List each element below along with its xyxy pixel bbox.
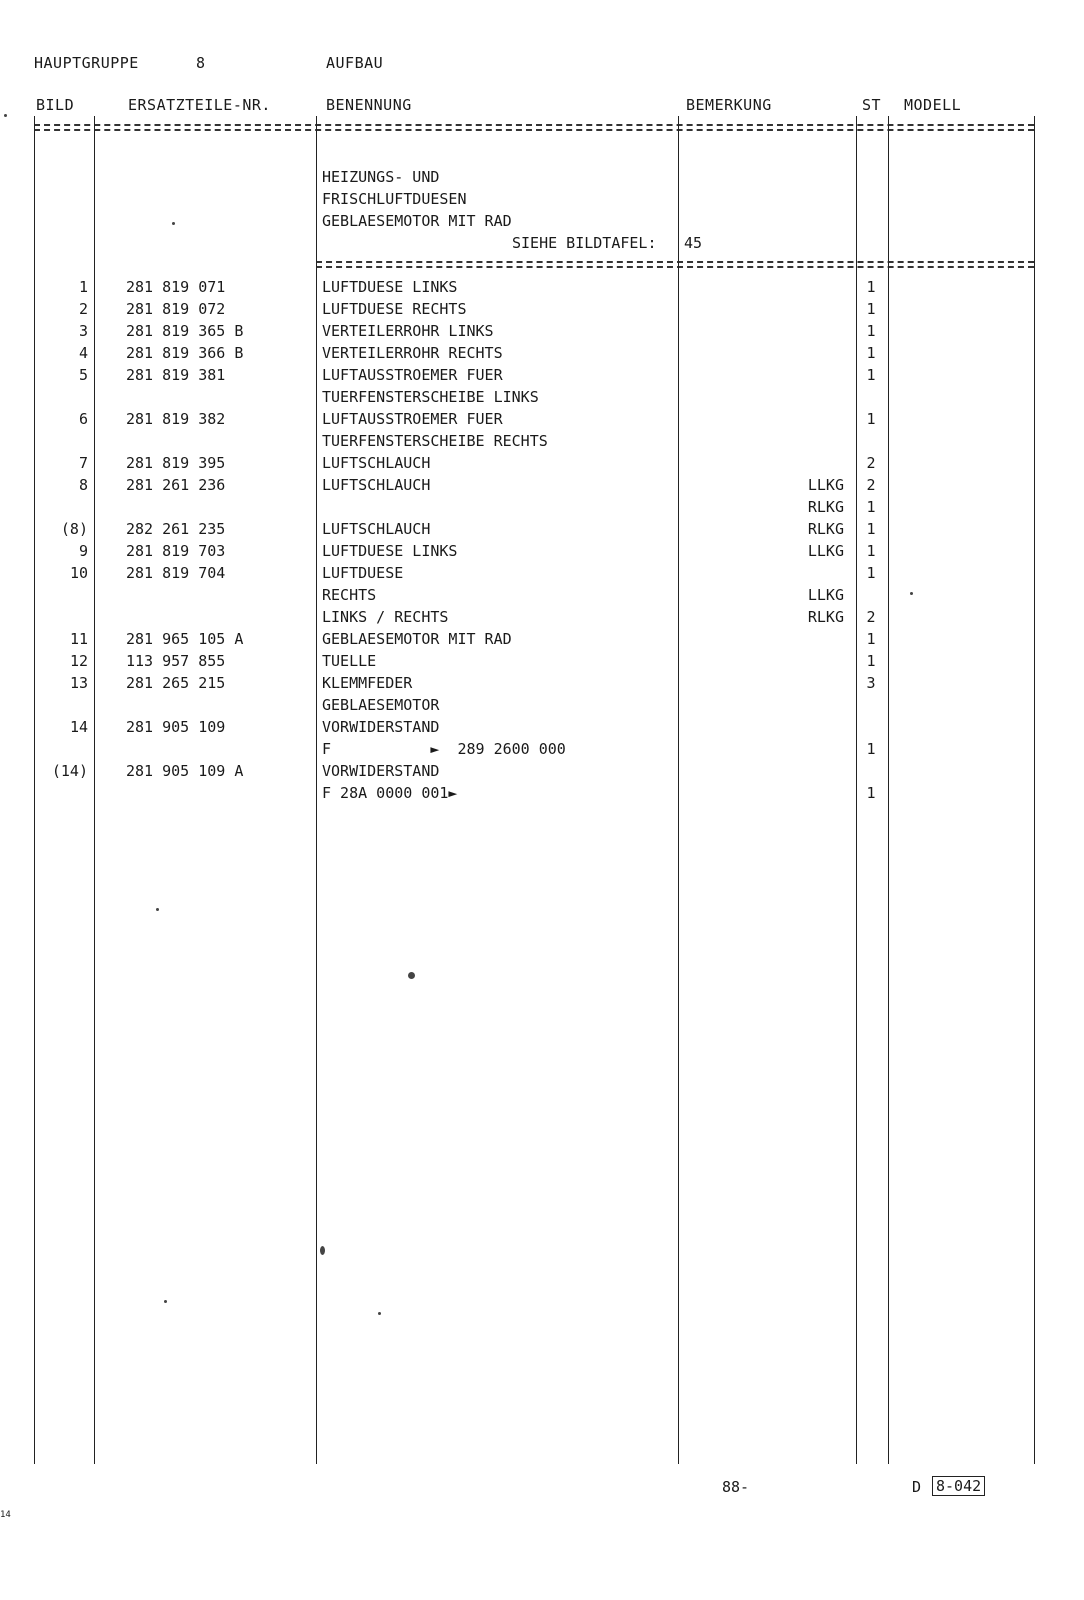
cell-name: LUFTSCHLAUCH	[322, 476, 431, 494]
col-header-model: MODELL	[904, 96, 962, 114]
section-title: AUFBAU	[326, 54, 384, 72]
intro-separator-2	[316, 266, 1034, 268]
cell-name: LUFTDUESE LINKS	[322, 542, 458, 560]
col-header-qty: ST	[862, 96, 882, 114]
cell-bild: 2	[78, 300, 88, 318]
cell-part-no: 282 261 235	[126, 520, 226, 538]
cell-qty: 1	[866, 564, 876, 582]
cell-part-no: 281 905 109	[126, 718, 226, 736]
cell-remark: RLKG	[807, 520, 844, 538]
cell-part-no: 281 819 071	[126, 278, 226, 296]
cell-part-no: 281 905 109 A	[126, 762, 244, 780]
group-number: 8	[196, 54, 206, 72]
footer-lang: D	[912, 1478, 922, 1496]
cell-name: VERTEILERROHR LINKS	[322, 322, 494, 340]
cell-qty: 1	[866, 322, 876, 340]
cell-part-no: 281 261 236	[126, 476, 226, 494]
cell-bild: 12	[69, 652, 88, 670]
footer-code: 88-	[722, 1478, 750, 1496]
cell-qty: 1	[866, 366, 876, 384]
cell-part-no: 113 957 855	[126, 652, 226, 670]
cell-name: LUFTDUESE	[322, 564, 404, 582]
intro-line-2: FRISCHLUFTDUESEN	[322, 190, 467, 208]
rule-left	[34, 116, 35, 1464]
header-separator-2	[34, 129, 1034, 131]
cell-part-no: 281 819 072	[126, 300, 226, 318]
rule-right	[1034, 116, 1035, 1464]
cell-qty: 1	[866, 410, 876, 428]
cell-part-no: 281 819 382	[126, 410, 226, 428]
see-plate-value: 45	[684, 234, 703, 252]
cell-remark: RLKG	[807, 498, 844, 516]
group-label: HAUPTGRUPPE	[34, 54, 139, 72]
rule-bild	[94, 116, 95, 1464]
cell-part-no: 281 265 215	[126, 674, 226, 692]
rule-part	[316, 116, 317, 1464]
col-header-bild: BILD	[36, 96, 75, 114]
scan-speck	[164, 1300, 167, 1303]
cell-name: LUFTDUESE RECHTS	[322, 300, 467, 318]
cell-remark: RLKG	[807, 608, 844, 626]
cell-qty: 2	[866, 608, 876, 626]
cell-bild: 8	[78, 476, 88, 494]
cell-qty: 2	[866, 454, 876, 472]
cell-qty: 1	[866, 300, 876, 318]
scan-speck	[156, 908, 159, 911]
rule-qty	[888, 116, 889, 1464]
cell-bild: 3	[78, 322, 88, 340]
col-header-name: BENENNUNG	[326, 96, 412, 114]
header-separator	[34, 124, 1034, 126]
cell-qty: 1	[866, 740, 876, 758]
cell-name: LUFTAUSSTROEMER FUER	[322, 410, 503, 428]
cell-qty: 1	[866, 652, 876, 670]
cell-remark: LLKG	[807, 586, 844, 604]
cell-bild: 9	[78, 542, 88, 560]
cell-name: KLEMMFEDER	[322, 674, 413, 692]
cell-qty: 1	[866, 520, 876, 538]
page-number: 8-042	[932, 1476, 985, 1496]
scan-speck	[910, 592, 913, 595]
rule-remark	[856, 116, 857, 1464]
cell-bild: (8)	[60, 520, 88, 538]
cell-name: RECHTS	[322, 586, 377, 604]
cell-bild: 14	[69, 718, 88, 736]
col-header-remark: BEMERKUNG	[686, 96, 772, 114]
see-plate-label: SIEHE BILDTAFEL:	[512, 234, 657, 252]
cell-part-no: 281 819 381	[126, 366, 226, 384]
cell-qty: 1	[866, 784, 876, 802]
cell-remark: LLKG	[807, 476, 844, 494]
cell-qty: 1	[866, 630, 876, 648]
scan-speck	[320, 1246, 325, 1255]
cell-name: LUFTAUSSTROEMER FUER	[322, 366, 503, 384]
scan-speck	[378, 1312, 381, 1315]
cell-bild: 1	[78, 278, 88, 296]
cell-name: LUFTSCHLAUCH	[322, 454, 431, 472]
cell-part-no: 281 819 366 B	[126, 344, 244, 362]
cell-qty: 1	[866, 498, 876, 516]
cell-name: F 28A 0000 001►	[322, 784, 458, 802]
rule-name	[678, 116, 679, 1464]
scan-speck	[172, 222, 175, 225]
intro-line-3: GEBLAESEMOTOR MIT RAD	[322, 212, 512, 230]
cell-part-no: 281 819 704	[126, 564, 226, 582]
cell-name: GEBLAESEMOTOR	[322, 696, 440, 714]
intro-line-1: HEIZUNGS- UND	[322, 168, 440, 186]
cell-qty: 3	[866, 674, 876, 692]
cell-name: TUERFENSTERSCHEIBE RECHTS	[322, 432, 548, 450]
cell-bild: (14)	[51, 762, 88, 780]
cell-bild: 11	[69, 630, 88, 648]
cell-part-no: 281 819 395	[126, 454, 226, 472]
cell-name: LINKS / RECHTS	[322, 608, 449, 626]
cell-name: F ► 289 2600 000	[322, 740, 566, 758]
cell-name: TUELLE	[322, 652, 377, 670]
cell-name: VORWIDERSTAND	[322, 762, 440, 780]
cell-name: GEBLAESEMOTOR MIT RAD	[322, 630, 512, 648]
cell-name: TUERFENSTERSCHEIBE LINKS	[322, 388, 539, 406]
cell-bild: 6	[78, 410, 88, 428]
cell-part-no: 281 965 105 A	[126, 630, 244, 648]
cell-part-no: 281 819 365 B	[126, 322, 244, 340]
cell-bild: 5	[78, 366, 88, 384]
cell-bild: 13	[69, 674, 88, 692]
cell-name: LUFTDUESE LINKS	[322, 278, 458, 296]
intro-separator	[316, 261, 1034, 263]
cell-remark: LLKG	[807, 542, 844, 560]
col-header-part-no: ERSATZTEILE-NR.	[128, 96, 271, 114]
cell-name: LUFTSCHLAUCH	[322, 520, 431, 538]
cell-bild: 7	[78, 454, 88, 472]
cell-name: VORWIDERSTAND	[322, 718, 440, 736]
scan-speck	[4, 114, 7, 117]
cell-bild: 4	[78, 344, 88, 362]
cell-qty: 2	[866, 476, 876, 494]
cell-qty: 1	[866, 344, 876, 362]
cell-part-no: 281 819 703	[126, 542, 226, 560]
corner-mark: 14	[0, 1510, 11, 1520]
scan-speck	[408, 972, 415, 979]
cell-bild: 10	[69, 564, 88, 582]
cell-name: VERTEILERROHR RECHTS	[322, 344, 503, 362]
cell-qty: 1	[866, 278, 876, 296]
cell-qty: 1	[866, 542, 876, 560]
